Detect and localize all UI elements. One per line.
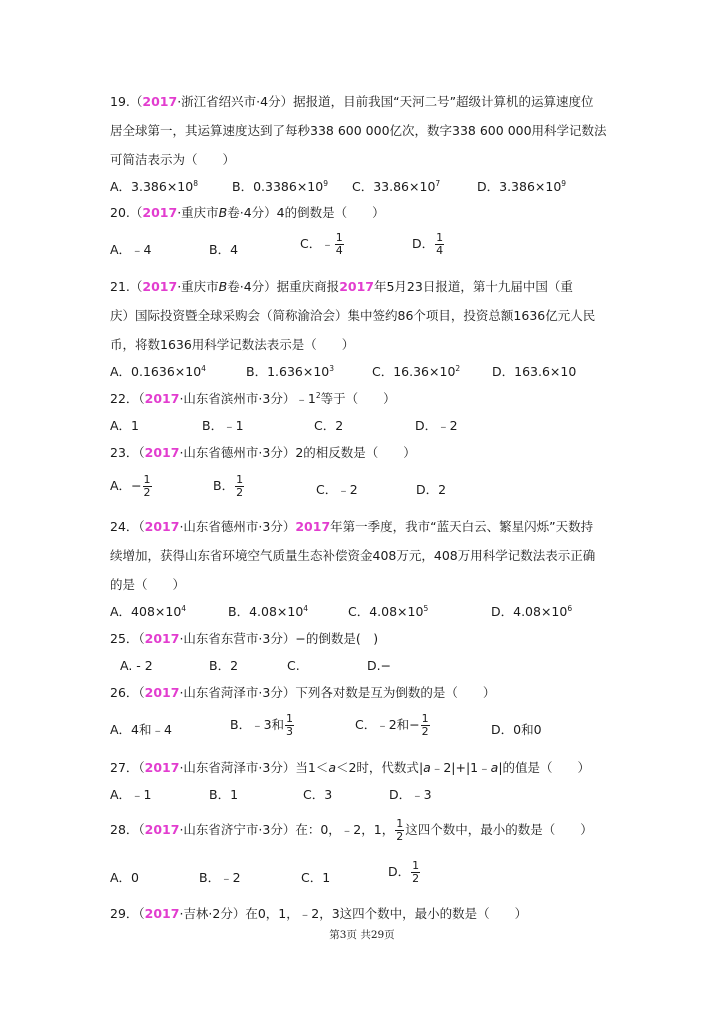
option-d: D．163.6×10 (492, 364, 577, 379)
page-footer: 第3页 共29页 (329, 929, 395, 941)
year-highlight: 2017 (144, 760, 180, 775)
year-highlight: 2017 (142, 205, 178, 220)
question-23-line-1: 23．（2017·山东省德州市·3分）2的相反数是（ ） (110, 445, 416, 460)
question-19-line-1: 19.（2017·浙江省绍兴市·4分）据报道，目前我国“天河二号”超级计算机的运算速度位 (110, 94, 594, 109)
option-b: B．1 (209, 787, 239, 802)
option-d: D．﹣3 (389, 787, 432, 802)
option-d: D．0和0 (491, 722, 542, 737)
option-d: D．$4.08\times 10^6$ (491, 604, 573, 619)
year-highlight: 2017 (144, 822, 180, 837)
fraction: $\frac{1}{2}$ (396, 817, 404, 843)
option-a: A．﹣1 (110, 787, 152, 802)
fraction: $\frac{1}{2}$ (421, 712, 429, 738)
option-a: A．$408\times 10^4$ (110, 604, 187, 619)
option-b: B．﹣3和 $\frac{1}{3}$ (230, 712, 294, 738)
option-b: B． $\frac{1}{2}$ (213, 473, 244, 499)
option-d: D．$3.386\times 10^9$ (477, 179, 567, 194)
fraction: $\frac{1}{4}$ (436, 231, 444, 257)
option-a: A. - 2 (120, 658, 153, 673)
year-highlight: 2017 (144, 906, 180, 921)
option-b: B．$1.636\times 10^3$ (246, 364, 335, 379)
option-a: A．0 (110, 870, 140, 885)
year-highlight: 2017 (144, 685, 180, 700)
question-21-line-3: 币，将数1636用科学记数法表示是（ ） (110, 337, 355, 352)
option-b: B．2 (209, 658, 239, 673)
option-d: D．2 (416, 482, 447, 497)
question-24-line-2: 续增加，获得山东省环境空气质量生态补偿资金408万元，408万用科学记数法表示正确 (110, 548, 596, 563)
option-c: C．$16.36\times 10^2$ (372, 364, 461, 379)
option-c: C. (287, 658, 300, 673)
option-c: C．﹣ $\frac{1}{4}$ (300, 231, 343, 257)
option-b: B．4 (209, 242, 239, 257)
fraction: $\frac{1}{2}$ (236, 473, 244, 499)
year-highlight: 2017 (144, 391, 180, 406)
fraction: $\frac{1}{2}$ (143, 473, 151, 499)
option-c: C．﹣2 (316, 482, 358, 497)
question-24-line-3: 的是（ ） (110, 577, 186, 592)
question-28-line-1: 28．（2017·山东省济宁市·3分）在：0，﹣2，1， $\frac{1}{2}$ 这四个数中，最小的数是（ ） (110, 817, 593, 843)
year-highlight: 2017 (144, 445, 180, 460)
option-a: A．﹣4 (110, 242, 152, 257)
fraction: $\frac{1}{4}$ (335, 231, 343, 257)
year-highlight: 2017 (142, 94, 178, 109)
option-b: B．﹣2 (199, 870, 241, 885)
option-a: A．1 (110, 418, 140, 433)
question-20-line-1: 20.（2017·重庆市B卷·4分）4的倒数是（ ） (110, 205, 385, 220)
year-highlight: 2017 (142, 279, 178, 294)
option-a: A．$3.386\times 10^8$ (110, 179, 198, 194)
year-highlight: 2017 (144, 631, 180, 646)
question-19-line-3: 可简洁表示为（ ） (110, 152, 236, 167)
question-25-line-1: 25．（2017·山东省东营市·3分）−的倒数是( ) (110, 631, 379, 646)
fraction: $\frac{1}{2}$ (412, 859, 420, 885)
fraction: $\frac{1}{3}$ (286, 712, 294, 738)
option-d: D.− (367, 658, 392, 673)
option-a: A．$0.1636\times 10^4$ (110, 364, 206, 379)
option-c: C．$33.86\times 10^7$ (352, 179, 441, 194)
question-26-line-1: 26．（2017·山东省菏泽市·3分）下列各对数是互为倒数的是（ ） (110, 685, 496, 700)
option-b: B．$0.3386\times 10^9$ (232, 179, 328, 194)
option-a: A．− $\frac{1}{2}$ (110, 473, 151, 499)
option-b: B．﹣1 (202, 418, 244, 433)
year-highlight: 2017 (339, 279, 374, 294)
option-d: D． $\frac{1}{2}$ (388, 859, 420, 885)
option-b: B．$4.08\times 10^4$ (228, 604, 309, 619)
question-29-line-1: 29．（2017·吉林·2分）在0，1，﹣2，3这四个数中，最小的数是（ ） (110, 906, 528, 921)
option-c: C．2 (314, 418, 344, 433)
year-highlight: 2017 (295, 519, 331, 534)
option-c: C．3 (303, 787, 333, 802)
option-c: C．﹣2和− $\frac{1}{2}$ (355, 712, 429, 738)
option-d: D． $\frac{1}{4}$ (412, 231, 444, 257)
question-19-line-2: 居全球第一，其运算速度达到了每秒338 600 000亿次，数字338 600 000用科学记数法 (110, 123, 607, 138)
question-21-line-2: 庆）国际投资暨全球采购会（简称渝洽会）集中签约86个项目，投资总额1636亿元人民 (110, 308, 596, 323)
question-24-line-1: 24．（2017·山东省德州市·3分）2017年第一季度，我市“蓝天白云、繁星闪烁”天数持 (110, 519, 594, 534)
option-d: D．﹣2 (415, 418, 458, 433)
option-a: A．4和﹣4 (110, 722, 172, 737)
year-highlight: 2017 (144, 519, 180, 534)
question-21-line-1: 21.（2017·重庆市B卷·4分）据重庆商报2017年5月23日报道，第十九届中国（重 (110, 279, 573, 294)
question-22-line-1: 22．（2017·山东省滨州市·3分）$﹣1^2$等于（ ） (110, 391, 396, 406)
option-c: C．1 (301, 870, 331, 885)
question-27-line-1: 27．（2017·山东省菏泽市·3分）当1＜a＜2时，代数式|a﹣2|+|1﹣a|的值是（ ） (110, 760, 591, 775)
option-c: C．$4.08\times 10^5$ (348, 604, 429, 619)
